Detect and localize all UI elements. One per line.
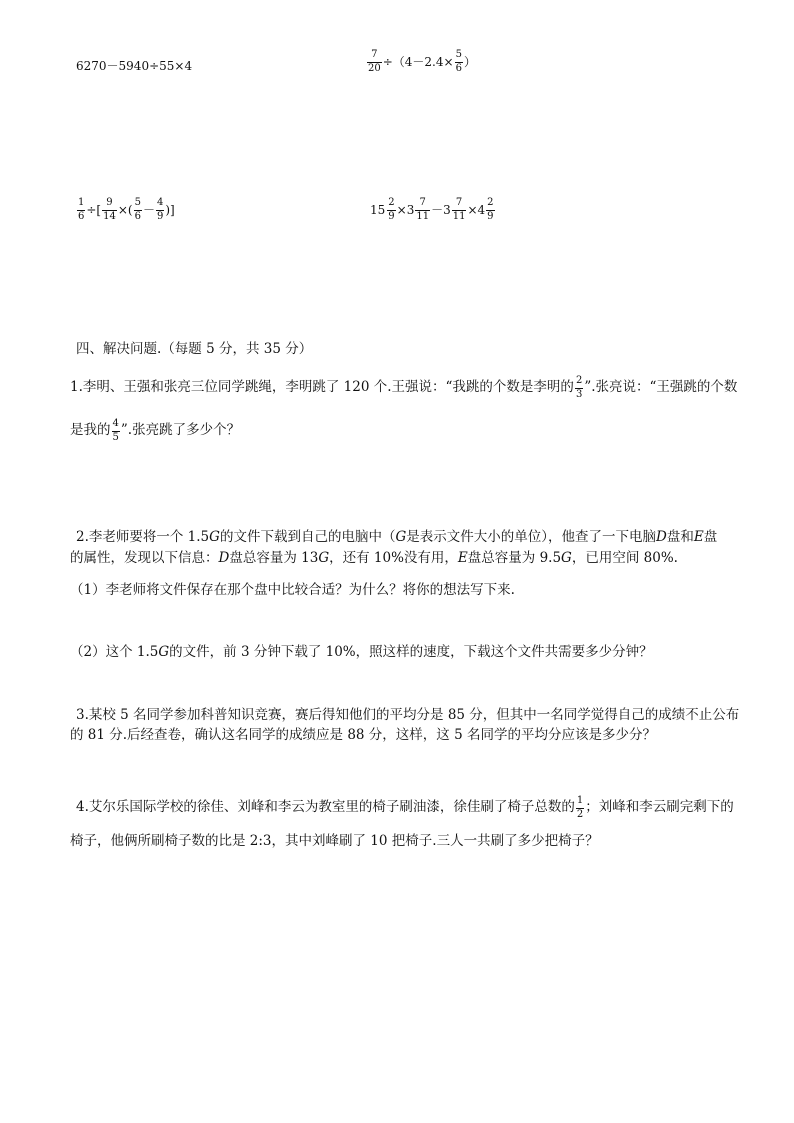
expression-4-op: ×3	[396, 203, 415, 217]
expression-4-op: －3	[431, 203, 451, 217]
question-2-sub-2: （2）这个 1.5G的文件，前 3 分钟下载了 10%，照这样的速度，下载这个文件共需要多少分钟？	[70, 644, 653, 660]
fraction: $\frac{7}{11}$	[452, 197, 466, 222]
fraction: $\frac{7}{20}$	[368, 49, 381, 74]
section-title: 四、解决问题.（每题 5 分，共 35 分）	[76, 341, 313, 357]
expression-3	[76, 198, 175, 222]
question-2-line-2: 的属性，发现以下信息：D盘总容量为 13G，还有 10%没有用，E盘总容量为 9.5G，已用空间 80%.	[70, 550, 678, 566]
fraction: $\frac{2}{9}$	[487, 197, 494, 222]
mixed-number: 15 $\frac{2}{9}$	[370, 197, 395, 222]
question-4-line-1: 4.艾尔乐国际学校的徐佳、刘峰和李云为教室里的椅子刷油漆，徐佳刷了椅子总数的 $\frac{1}{2}$ ；刘峰和李云刷完剩下的	[76, 795, 734, 820]
fraction: $\frac{2}{3}$	[575, 375, 583, 400]
fraction: $\frac{4}{5}$	[112, 418, 119, 443]
question-3-line-1: 3.某校 5 名同学参加科普知识竞赛，赛后得知他们的平均分是 85 分，但其中一名同学觉得自己的成绩不止公布	[76, 707, 740, 723]
expression-2	[366, 50, 476, 74]
question-4-line-2: 椅子，他俩所刷椅子数的比是 2:3，其中刘峰刷了 10 把椅子.三人一共刷了多少把椅子？	[70, 833, 599, 849]
expression-3-op: －	[142, 203, 155, 217]
expression-2-end: ）	[463, 55, 476, 69]
question-2-sub-1: （1）李老师将文件保存在那个盘中比较合适？为什么？将你的想法写下来.	[70, 582, 515, 598]
expression-1-text: 6270－5940÷55×4	[76, 59, 193, 73]
expression-1	[76, 60, 192, 72]
fraction: $\frac{7}{11}$	[416, 197, 430, 222]
fraction: $\frac{1}{2}$	[576, 795, 584, 820]
question-1-line-1: 1.李明、王强和张亮三位同学跳绳，李明跳了 120 个.王强说：“我跳的个数是李明的 $\frac{2}{3}$ ”.张亮说：“王强跳的个数	[70, 375, 738, 400]
fraction: $\frac{1}{6}$	[78, 197, 85, 222]
expression-3-op: ×(	[117, 203, 133, 217]
question-2-line-1: 2.李老师要将一个 1.5G的文件下载到自己的电脑中（G是表示文件大小的单位），他查了一下电脑D盘和E盘	[76, 529, 718, 545]
fraction: $\frac{9}{14}$	[103, 197, 116, 222]
expression-3-op: ÷[	[86, 203, 102, 217]
fraction: $\frac{5}{6}$	[455, 49, 462, 74]
fraction: $\frac{4}{9}$	[157, 197, 164, 222]
fraction: $\frac{5}{6}$	[134, 197, 141, 222]
expression-3-op: )]	[165, 203, 175, 217]
question-3-line-2: 的 81 分.后经查卷，确认这名同学的成绩应是 88 分，这样，这 5 名同学的平均分应该是多少分？	[70, 727, 656, 743]
question-1-line-2: 是我的 $\frac{4}{5}$ ”.张亮跳了多少个？	[70, 418, 241, 443]
expression-2-mid: ÷（4－2.4×	[382, 55, 454, 69]
expression-4-op: ×4	[467, 203, 486, 217]
expression-4	[370, 198, 496, 222]
